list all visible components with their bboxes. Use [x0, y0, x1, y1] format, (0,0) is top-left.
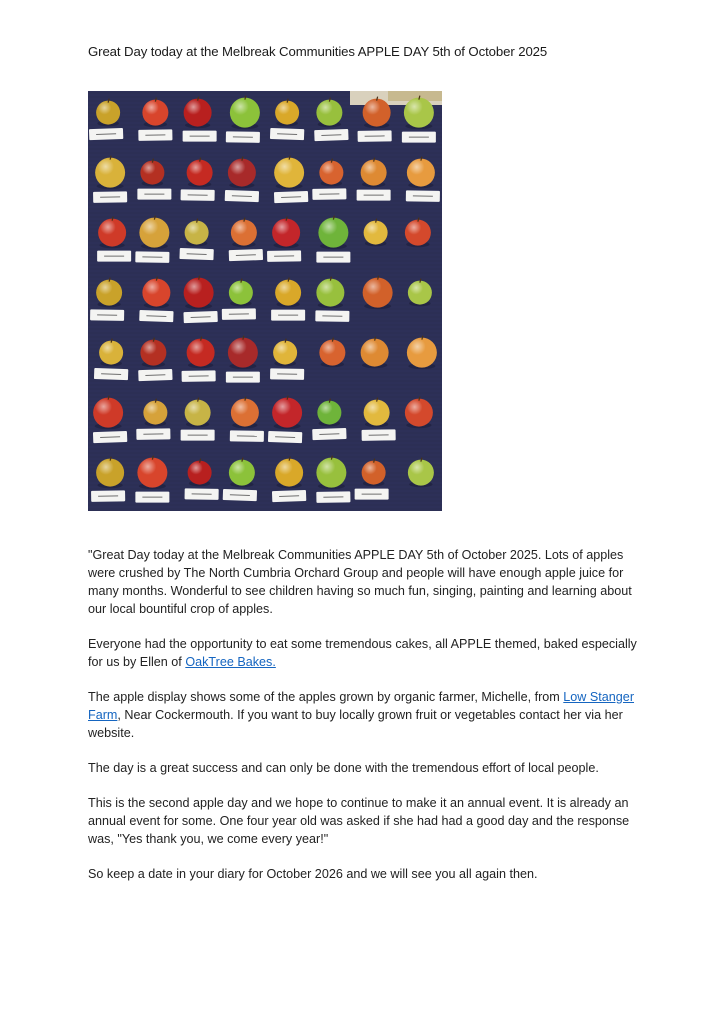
- paragraph-display-text: The apple display shows some of the apples grown by organic farmer, Michelle, from: [88, 690, 564, 704]
- paragraph-display-text-end: , Near Cockermouth. If you want to buy locally grown fruit or vegetables contact her via her website.: [88, 708, 623, 740]
- paragraph-intro: "Great Day today at the Melbreak Communities APPLE DAY 5th of October 2025. Lots of apples were crushed by The North Cumbria Orchard Group and people will have enough apple juice for many months. Wonderful to see children having so much fun, singing, painting and learning about our local bountiful crop of apples.: [88, 548, 632, 616]
- article-body: [88, 546, 648, 900]
- oaktree-bakes-link[interactable]: OakTree Bakes.: [185, 655, 276, 669]
- apple-display-image: [88, 91, 442, 511]
- paragraph-second-day: This is the second apple day and we hope to continue to make it an annual event. It is already an annual event for some. One four year old was asked if she had had a good day and the response was, "Yes thank you, we come every year!": [88, 796, 630, 846]
- page-title: Great Day today at the Melbreak Communities APPLE DAY 5th of October 2025: [88, 44, 548, 59]
- paragraph-cakes: [88, 635, 648, 671]
- paragraph-cakes-text: Everyone had the opportunity to eat some tremendous cakes, all APPLE themed, baked especially for us by Ellen of: [88, 637, 637, 669]
- paragraph-closing: So keep a date in your diary for October 2026 and we will see you all again then.: [88, 867, 538, 881]
- low-stanger-farm-link[interactable]: Low Stanger Farm: [88, 690, 635, 722]
- paragraph-display: [88, 688, 648, 742]
- apple-display-photo: [88, 91, 442, 511]
- paragraph-success: The day is a great success and can only be done with the tremendous effort of local people.: [88, 761, 599, 775]
